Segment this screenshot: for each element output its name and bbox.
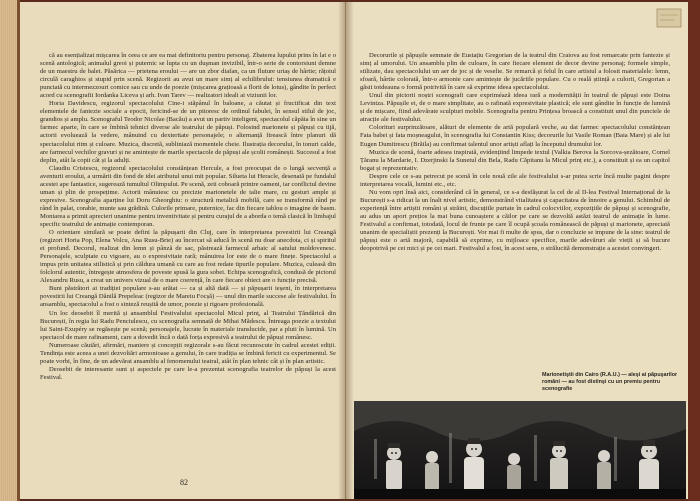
paragraph: Deosebit de interesante sunt și aspectele pe care le-a prezentat scenografia teatrelor de păpuși la acest Festival. xyxy=(40,365,336,381)
left-page-text xyxy=(40,52,336,474)
paragraph: că au esențializat mișcarea în ceea ce are ea mai definitoriu pentru personaj. Zbaterea lupului prins în lat e o scenă antologică; animalul greoi și puternic se lupta cu un duşman invizibil, într-o serie de contorsiuni demne de un maestru de balet. Păsărica — prietena eroului — are un zbor diafan, ca un fluture uriaș de hârtie; rățoiul circulă caraghios și stupid prin scenă. Regizorii au avut un mare simț al echilibrului: tensiunea dramatică e punctată cu intermezzouri comice sau cu unde de poezie (mișcarea grațioasă a florii de lotus), gândite în perfect acord cu scenografii Iordanka Liceva și arh. Ivan Tarev — realizatori ideali ai viziunii lor. xyxy=(40,52,336,100)
left-page xyxy=(20,2,346,499)
photo-caption: Marionetiştii din Cairo (R.A.U.) — aleşi ai păpuşarilor români — au fost distinşi cu un premiu pentru scenografie xyxy=(542,372,678,392)
right-page xyxy=(346,2,688,499)
page-edges xyxy=(0,0,20,501)
paragraph: Horia Davidescu, regizorul spectacolului Cine-i stăpânul în baloane, a căutat și fructificat din text elementele de fantezie sociale a epocii, fericind-se de un pitoresc de ordinul fabulei, în sensul stilul de joc, grandios și amplu. Scenograful Teodor Nicolae (Bacău) a avut un partiv inteligent, spectacolul căpăta în sine un farmec aparte, în care se îmbină tehnici diverse ale teatrului de păpuși. Folosind marionete și păpuși cu tijă, actorii evoluează la vedere, mânuind cu dexteritate personajele; o alternanță firească între planuri dă spectacolului ritm și culoare. Muzica, discretă, subliniază momentele cheie. Ilustrația decorului, în tonuri calde, are farmecul vechilor gravuri și ne amintește de marile spectacole de păpuși ale școlii românești. Succesul a fost deplin, atât la copii cât și la adulți. xyxy=(40,100,336,164)
paragraph: Claudiu Cristescu, regizorul spectacolului constănțean Hercule, a fost preocupat de o lungă secvență a aventurii eroului, a urmărit din fond de idei atributul unui mit popular. Silueta lui Heracle, desenată pe fundalul acestei ape fantastice, sugerează tumultul Olimpului. Pe scenă, zeii coboară printre oameni, iar conflictul devine uman și plin de prospețime. Actorii mânuiesc cu precizie marionetele de talie mare, cu gesturi ample și expresive. Scenografia aparține lui Doru Gheorghiu: o structură metalică mobilă, care se transformă rând pe rând în palat, corabie, munte sau grădină. Culorile primare, puternice, fac din fiecare tablou o imagine de basm. Montarea a primit aprecieri unanime pentru inventivitate și pentru curajul de a aborda o temă clasică în limbajul specific teatrului de animație contemporan. xyxy=(40,164,336,228)
book-cover-edge xyxy=(688,0,700,501)
paragraph: Unul din pictorii noștri scenografi care expriméază ideea rară a modernității în teatrul de păpuși este Doina Levintza. Păpușile ei, de o mare simplitate, au o rafinată expresivitate plastică; ele sunt gândite în funcție de lumină și de mișcare, fiind adevărate sculpturi mobile. Scenografia pentru Prințesa broască a constituit unul din punctele de atracție ale festivalului. xyxy=(360,92,670,124)
paragraph: Nu vom opri însă aici, considerând că în general, ce s-a desfășurat la cel de al II-lea Festival Internațional de la București s-a ridicat la un înalt nivel artistic, demonstrând vitalitatea și capacitatea de înnoire a genului. Schimbul de experiență între artiștii români și străini, discuțiile purtate în cadrul colocviilor, expozițiile de păpuși și scenografie, au adus un aport prețios la mai buna cunoaștere a căilor pe care se dezvoltă astăzi teatrul de animație în lume. Festivalul a confirmat, totodată, locul de frunte pe care îl ocupă școala românească de păpuși și marionete, apreciată unanim de specialiștii prezenți la București. Vor mai fi multe de spus, dar o concluzie se impune de la sine: teatrul de păpuși este o artă majoră, capabilă să exprime, cu mijloace specifice, marile adevăruri ale vieții și să bucure deopotrivă pe cei mici și pe cei mari. Festivalul a fost, în acest sens, o strălucită demonstrație a acestei convingeri. xyxy=(360,188,670,253)
paragraph: Colorituri surprinzătoare, alături de elemente de artă populară veche, au dat farmec spectacolului constănțean Fata babei și fata moșneagului, în scenografia lui Constantin Kiss; decorurile lui Vasile Roman (Baia Mare) și ale lui Eugen Dumitrescu (Brăila) au confirmat talentul unor artiști aflați la începutul drumului lor. xyxy=(360,124,670,148)
right-page-text xyxy=(360,52,670,356)
puppet-photo xyxy=(354,401,686,499)
paragraph: Buni păstrători ai tradiției populare s-au arătat — ca și altă dată — și păpușarii ieșeni, în interpretarea povestirii lui Creangă Dănilă Prepeleac (regizor de Mareiu Focșă) — unul din marile succese ale festivalului. În ansamblu, spectacolul a fost o sinteză reușită de umor, poezie și rigoare profesională. xyxy=(40,285,336,309)
page-number: 82 xyxy=(180,478,188,487)
paragraph: Un loc deosebit îl merită și ansamblul Festivalului spectacolul Micul prinț, al Teatrului Țăndărică din București, în regia lui Radu Penciulescu, cu scenografia semnată de Mihai Mădescu. Întreaga poezie a textului lui Saint-Exupéry se regăsește pe scenă; personajele, lucrate în materiale translucide, par a pluti în lumină. Un spectacol de mare rafinament, care a dovedit încă o dată forța expresivă a teatrului de păpuși românesc. xyxy=(40,309,336,341)
paragraph: Decorurile și păpușile semnate de Eustațiu Gregorian de la teatrul din Craiova au fost remarcate prin fantezie și simț al umorului. Un ansamblu plin de culoare, în care fiecare element de decor devine personaj; formele simple, stilizate, dau spectacolului un aer de joc și de veselie. Se remarcă și felul în care artistul a folosit materialele: lemn, sfoară, hârtie colorată, într-o armonie care amintește de jucăriile populare. Cu o reală știință a culorii, Gregorian a găsit totdeauna o formă potrivită în care să exprime ideea spectacolului. xyxy=(360,52,670,92)
paragraph: Muzica de scenă, foarte adesea inspirată, evidențiind limpede textul (Valkia Berova la Sorcova-șezătoare, Cornel Țăranu la Mardarie, I. Dzerjinski la Sunetul din Bela, Radu Căpitanu la Micul prinț etc.), a constituit și ea un capitol bogat și reprezentativ. xyxy=(360,148,670,172)
paragraph: Despre cele ce s-au petrecut pe scenă în cele nouă zile ale festivalului s-ar putea scrie încă multe pagini despre interpretarea vocală, lumini etc., etc. xyxy=(360,172,670,188)
corner-stamp xyxy=(654,5,684,31)
paragraph: Numeroase căutări, afirmări, maniere și concepții regizorale s-au făcut recunoscute în cadrul acestei ediții. Tendința este aceea a unei dezvoltări armonioase a genului, în care tradiția se îmbină fericit cu experimentul. Se poate vorbi, în fine, de un adevărat ansamblu al fenomenului teatral, atât în plan tehnic cât și în plan artistic. xyxy=(40,341,336,365)
paragraph: O orientare similară se poate defini la păpușarii din Cluj, care în interpretarea povestirii lui Creangă (regizori Horia Pop, Elena Volcu, Ana Rusu-Brie) au încercat să aducă în scenă nu doar anecdota, ci și spiritul ei profund. Decorul, realizat din lemn și pânză de sac, păstrează farmecul arhaic al satului moldovenesc. Personajele, sculptate cu vigoare, au o expresivitate rară; mânuirea lor este de o mare finețe. Spectacolul a impus prin unitatea stilistică și prin căldura umană cu care au fost redate tipurile populare. Muzica, culeasă din folclorul autentic, întregește atmosfera de poveste spusă la gura sobei. Echipa scenografică, condusă de pictorul Alexandru Rusu, a creat un univers vizual de o mare coerență, în care fiecare obiect are o funcție precisă. xyxy=(40,229,336,285)
